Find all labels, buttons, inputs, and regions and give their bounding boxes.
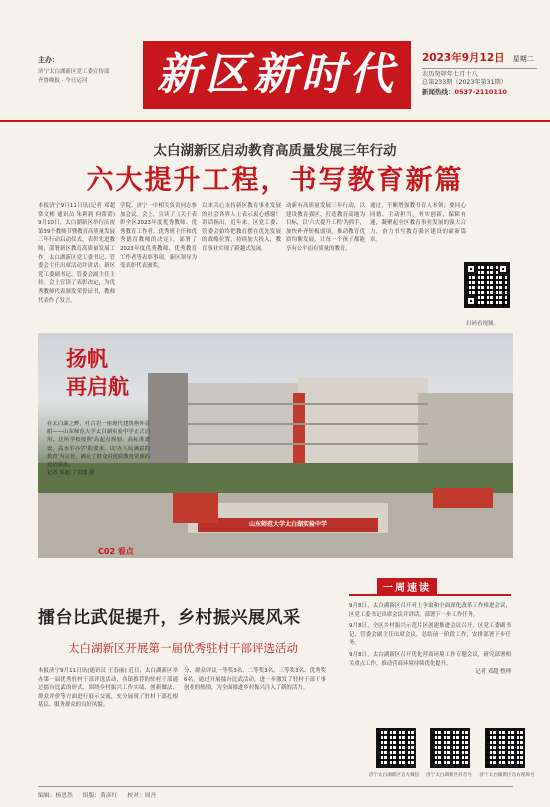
issue-number: 总第233期（2023年第31期） (422, 79, 507, 86)
article2-col2: 分、群众评议一等奖3名、二等奖3名、三等奖3名、优秀奖6名。通过开展擂台比武活动，进一步激发了驻村干部干事创业的热情，为全面推进乡村振兴注入了新的活力。 (184, 668, 326, 692)
article2-col1: 本报济宁9月11日讯(通讯员 王春丽) 近日，太白湖新区举办第一届优秀驻村干部评选活动，各镇推荐的驻村干部通过擂台比武的形式，围绕乡村振兴工作实绩、创新做法、群众评价等方面进行展示交流，充分展现了驻村干部扎根基层、服务群众的良好风貌。 (38, 668, 178, 709)
sponsor-1: 济宁太白湖新区党工委宣传部 (38, 69, 110, 75)
masthead (0, 0, 550, 122)
masthead-logo-box (143, 41, 411, 109)
footer (38, 786, 513, 799)
school-gate-banner: 山东师范大学太白湖实验中学 (248, 521, 327, 528)
weekly-brief-title: 一周速读 (377, 578, 437, 595)
qr-caption-douyin: 济宁太白湖新区抖音号 (426, 773, 472, 778)
sponsor-label: 主办： (38, 56, 59, 64)
article1-col4: 动新有高质量发展三年行动，以建设教育强区、打造教育高地为目标，以'六大提升工程'为抓手，加快补齐短板弱项，推动教育优质均衡发展，让每一个孩子都能享有公平而有质量的教育。 (286, 203, 365, 252)
masthead-logo-text: 新区新时代 (157, 49, 397, 100)
weekly-byline: 记者 邓超 整理 (475, 669, 511, 676)
feature-byline: 记者 邓超 丁宏图 摄 (47, 470, 95, 477)
weekly-brief-header (349, 578, 511, 596)
qr-video[interactable] (485, 728, 525, 768)
issue-weekday: 星期二 (512, 55, 534, 63)
weekly-item-3: 9月8日，太白湖新区召开优化营商环境工作专题会议，研究部署相关重点工作，推动营商环境持续优化提升。 (349, 651, 511, 667)
feature-caption (47, 420, 150, 477)
issue-date: 2023年9月12日 (422, 52, 505, 64)
article1-col2: 学院、济宁一中相关负责同志参加会议。会上，宣读了《关于表彰全区2023年度优秀教师、优秀教育工作者、优秀班主任和优秀德育教师的决定》，部署了2023年度优秀教师、优秀教育工作者等表彰事项，新区领导为受表彰代表颁奖。 (120, 203, 197, 270)
video-qr-caption: 扫码看视频。 (466, 321, 500, 327)
footer-proof: 校对：周丹 (127, 793, 157, 799)
weekly-brief-list (349, 602, 511, 677)
weekly-item-1: 9月8日，太白湖新区召开对上争取和全面深化改革工作推进会议，区党工委书记出席会议并讲话，部署下一步工作任务。 (349, 603, 511, 618)
video-qr-code[interactable] (464, 262, 510, 308)
headline2-subtitle: 太白湖新区开展第一届优秀驻村干部评选活动 (68, 641, 298, 655)
feature-title-line1: 扬帆 (66, 346, 108, 371)
feature-title-line2: 再启航 (66, 374, 129, 399)
headline-kicker: 太白湖新区启动教育高质量发展三年行动 (153, 143, 397, 159)
article1-col5: 通过，不断增强教书育人本领；要同心同德，主动担当，务实创新，保障有速，凝聚起全区教育事业发展的强大合力，奋力书写教育强区建设的崭新篇章。 (370, 203, 466, 244)
hotline-number: 0537-2110110 (454, 88, 507, 96)
headline-main: 六大提升工程，书写教育新篇 (86, 165, 464, 196)
feature-body: 在太白湖之畔，吐古岩一座现代建筑格外显眼——山东师范大学太白湖实验中学正式启用。这所学校按照'高起点规划、高标准建设、高水平办学'的要求，以'办人民满意的教育'为宗旨，满足了群众对优质教育资源的迫切需求。 (47, 421, 150, 469)
sponsor-2: 齐鲁晚报 · 今日运河 (38, 78, 88, 84)
lunar-date: 农历癸卯年七月十八 (422, 71, 478, 78)
hotline-label: 新闻热线： (422, 88, 455, 96)
article1-col3: 以来关心支持新区教育事业发展的社会各界人士表示衷心感谢！讲话指出，近年来，区党工委、管委会始终把教育摆在优先发展的战略位置，持续加大投入，教育事业实现了跨越式发展。 (202, 203, 281, 252)
qr-wechat[interactable] (376, 728, 416, 768)
weekly-item-2: 9月8日，全区乡村振兴示范片区创建推进会议召开，区党工委副书记、管委会副主任出席会议，总结前一阶段工作，安排部署下步任务。 (349, 623, 511, 647)
qr-caption-video: 济宁太白湖新区官方视频号 (479, 773, 535, 778)
footer-editor: 编辑：杨思然 (38, 793, 73, 799)
article1-col1: 本报济宁9月11日讯(记者 邓超 常文彬 通讯员 朱莉莉 何蕾蕾) 9月10日，太白湖新区举行庆祝第39个教师节暨教育高质量发展三年行动启动仪式，表彰先进教师，部署新区教育高质量发展工作。太白湖新区党工委书记、管委会主任出席活动并讲话。新区党工委副书记、管委会副主任主持。会上宣读了表彰决定，为优秀教师代表颁发荣誉证书，教师代表作了发言。 (38, 203, 115, 304)
headline2-title: 擂台比武促提升，乡村振兴展风采 (38, 608, 301, 628)
footer-design: 组版：黄彦红 (82, 793, 118, 799)
qr-caption-wechat: 济宁太白湖新区官方微信 (368, 773, 420, 778)
feature-page-ref[interactable]: C02 看点 (98, 547, 134, 556)
qr-douyin[interactable] (430, 728, 470, 768)
